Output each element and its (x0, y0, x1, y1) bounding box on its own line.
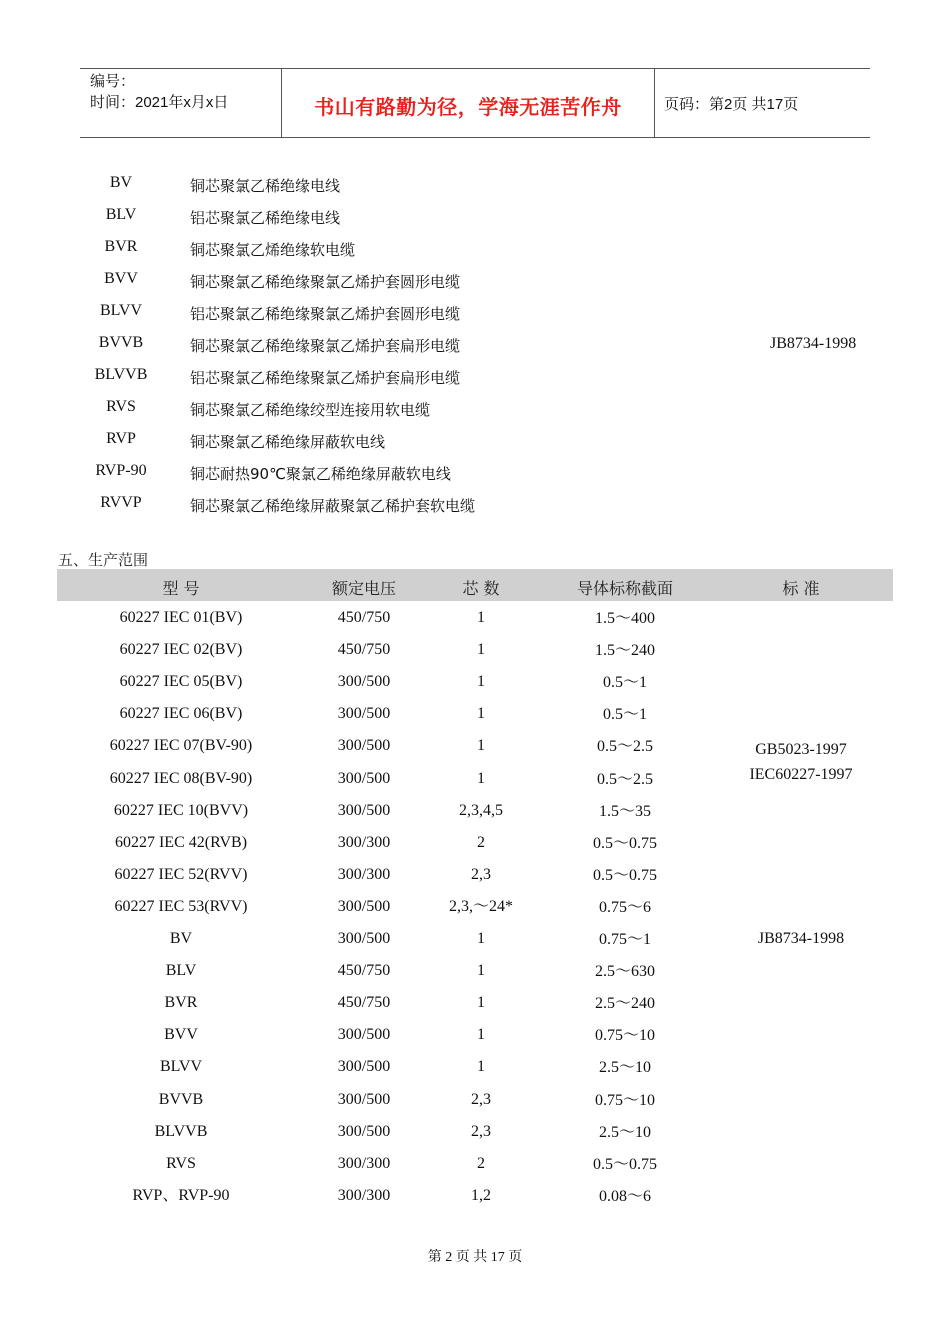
header-voltage: 额定电压 (331, 579, 396, 598)
cell-voltage: 300/300 (337, 1186, 391, 1204)
model-list-standard: JB8734-1998 (770, 335, 857, 352)
cell-voltage: 300/500 (337, 1026, 391, 1044)
cell-cross-section: 0.5～1 (602, 674, 647, 692)
cell-voltage: 300/500 (337, 705, 391, 723)
model-code: BVV (104, 270, 138, 287)
cell-model: 60227 IEC 02(BV) (119, 641, 243, 659)
table-standard-gb: GB5023-1997 (755, 741, 847, 758)
cell-voltage: 300/300 (337, 865, 391, 883)
cell-voltage: 300/300 (337, 1154, 391, 1172)
cell-model: BVV (164, 1026, 198, 1044)
cell-voltage: 300/500 (337, 673, 391, 691)
cell-cross-section: 0.5～2.5 (596, 738, 653, 756)
model-code: BV (109, 174, 133, 191)
cell-cross-section: 2.5～240 (594, 995, 655, 1013)
model-description: 铜芯聚氯乙稀绝缘屏蔽聚氯乙稀护套软电缆 (190, 497, 476, 515)
page-header (80, 68, 870, 138)
cell-voltage: 300/500 (337, 769, 391, 787)
cell-cross-section: 0.75～6 (598, 898, 651, 916)
cell-model: 60227 IEC 06(BV) (119, 705, 243, 723)
cell-cross-section: 0.5～0.75 (592, 834, 657, 852)
cell-voltage: 450/750 (337, 609, 391, 626)
cell-cross-section: 1.5～400 (594, 610, 655, 627)
cell-cores: 1 (477, 1026, 485, 1044)
model-description: 铝芯聚氯乙稀绝缘电线 (190, 209, 341, 227)
model-description: 铜芯耐热90℃聚氯乙稀绝缘屏蔽软电线 (190, 465, 451, 483)
cell-cores: 2,3 (471, 1090, 491, 1108)
cell-cores: 1 (477, 705, 485, 723)
cell-cross-section: 0.75～10 (594, 1027, 655, 1045)
cell-cores: 1 (477, 962, 485, 980)
cell-cores: 1 (477, 737, 485, 755)
cell-cross-section: 0.75～1 (598, 931, 651, 948)
cell-model: RVS (166, 1154, 196, 1172)
cell-cores: 1 (477, 641, 485, 659)
cell-model: 60227 IEC 53(RVV) (114, 897, 248, 915)
header-page-info: 页码：第2页 共17页 (664, 96, 799, 113)
cell-model: BLVV (159, 1058, 203, 1076)
model-description: 铜芯聚氯乙稀绝缘电线 (190, 177, 341, 195)
cell-voltage: 450/750 (337, 962, 391, 980)
number-label: 编号： (90, 73, 136, 90)
model-description: 铜芯聚氯乙稀绝缘聚氯乙烯护套扁形电缆 (190, 337, 461, 355)
cell-model: 60227 IEC 42(RVB) (114, 833, 248, 851)
cell-cores: 2,3,～24* (448, 897, 513, 915)
cell-cores: 2 (477, 833, 485, 851)
model-code: BLV (105, 206, 137, 223)
cell-cores: 2 (477, 1154, 485, 1172)
cell-voltage: 300/500 (337, 737, 391, 755)
cell-voltage: 450/750 (337, 994, 391, 1012)
cell-cross-section: 2.5～10 (598, 1059, 651, 1077)
cell-cross-section: 0.5～0.75 (592, 1155, 657, 1173)
cell-cores: 1 (477, 769, 485, 787)
table-standard-jb: JB8734-1998 (757, 930, 845, 947)
cell-model: BVR (164, 994, 198, 1012)
model-description: 铝芯聚氯乙稀绝缘聚氯乙烯护套扁形电缆 (190, 369, 461, 387)
header-cores: 芯 数 (462, 579, 500, 598)
cell-cores: 2,3 (471, 1122, 491, 1140)
cell-model: RVP、RVP-90 (132, 1186, 230, 1204)
table-standard-iec: IEC60227-1997 (749, 766, 853, 783)
header-motto: 书山有路勤为径，学海无涯苦作舟 (314, 95, 622, 119)
model-description: 铜芯聚氯乙烯绝缘软电缆 (190, 241, 356, 259)
cell-cross-section: 2.5～10 (598, 1123, 651, 1141)
model-code: BLVVB (94, 366, 148, 383)
model-description: 铜芯聚氯乙稀绝缘绞型连接用软电缆 (190, 401, 431, 419)
table-header (57, 569, 893, 601)
cell-cross-section: 2.5～630 (594, 963, 655, 981)
cell-model: 60227 IEC 08(BV-90) (109, 769, 253, 787)
cell-model: BLV (165, 962, 197, 980)
model-code: RVS (106, 398, 136, 415)
cell-model: 60227 IEC 52(RVV) (114, 865, 248, 883)
cell-cores: 1 (477, 609, 485, 626)
header-cross-section: 导体标称截面 (576, 579, 673, 598)
cell-cores: 2,3,4,5 (459, 801, 503, 819)
model-code: RVP (106, 430, 136, 447)
model-code: BVR (104, 238, 138, 255)
model-code: RVP-90 (95, 462, 147, 479)
cell-voltage: 300/500 (337, 897, 391, 915)
header-standard: 标 准 (782, 579, 820, 598)
cell-voltage: 300/500 (337, 801, 391, 819)
model-code: BVVB (98, 334, 144, 351)
cell-cross-section: 0.75～10 (594, 1091, 655, 1109)
cell-cores: 1 (477, 673, 485, 691)
cell-voltage: 300/500 (337, 1122, 391, 1140)
cell-model: 60227 IEC 10(BVV) (113, 801, 249, 819)
cell-cross-section: 0.08～6 (598, 1187, 651, 1205)
model-code: RVVP (100, 494, 142, 511)
cell-voltage: 450/750 (337, 641, 391, 659)
cell-voltage: 300/300 (337, 833, 391, 851)
header-left (90, 71, 228, 113)
time-label: 时间：2021年x月x日 (90, 94, 229, 111)
cell-model: 60227 IEC 05(BV) (119, 673, 243, 691)
cell-voltage: 300/500 (337, 1058, 391, 1076)
cell-model: BLVVB (154, 1122, 208, 1140)
cell-cores: 1 (477, 994, 485, 1012)
cell-cross-section: 1.5～240 (594, 642, 655, 660)
header-divider (654, 69, 655, 137)
section-title: 五、生产范围 (58, 551, 149, 569)
cell-cores: 2,3 (471, 865, 491, 883)
cell-cross-section: 1.5～35 (598, 802, 651, 820)
cell-cores: 1,2 (471, 1186, 491, 1204)
cell-voltage: 300/500 (337, 930, 391, 947)
model-description: 铜芯聚氯乙稀绝缘屏蔽软电线 (190, 433, 386, 451)
cell-cross-section: 0.5～1 (602, 706, 647, 724)
cell-model: 60227 IEC 01(BV) (119, 609, 243, 626)
header-model: 型 号 (162, 579, 200, 598)
cell-model: BVVB (158, 1090, 204, 1108)
model-description: 铝芯聚氯乙稀绝缘聚氯乙烯护套圆形电缆 (190, 305, 461, 323)
model-code: BLVV (99, 302, 143, 319)
cell-cores: 1 (477, 930, 485, 947)
model-description: 铜芯聚氯乙稀绝缘聚氯乙烯护套圆形电缆 (190, 273, 461, 291)
cell-cores: 1 (477, 1058, 485, 1076)
cell-model: BV (169, 930, 193, 947)
cell-cross-section: 0.5～0.75 (592, 866, 657, 884)
cell-model: 60227 IEC 07(BV-90) (109, 737, 253, 755)
cell-voltage: 300/500 (337, 1090, 391, 1108)
page-footer: 第 2 页 共 17 页 (427, 1250, 523, 1265)
cell-cross-section: 0.5～2.5 (596, 770, 653, 788)
